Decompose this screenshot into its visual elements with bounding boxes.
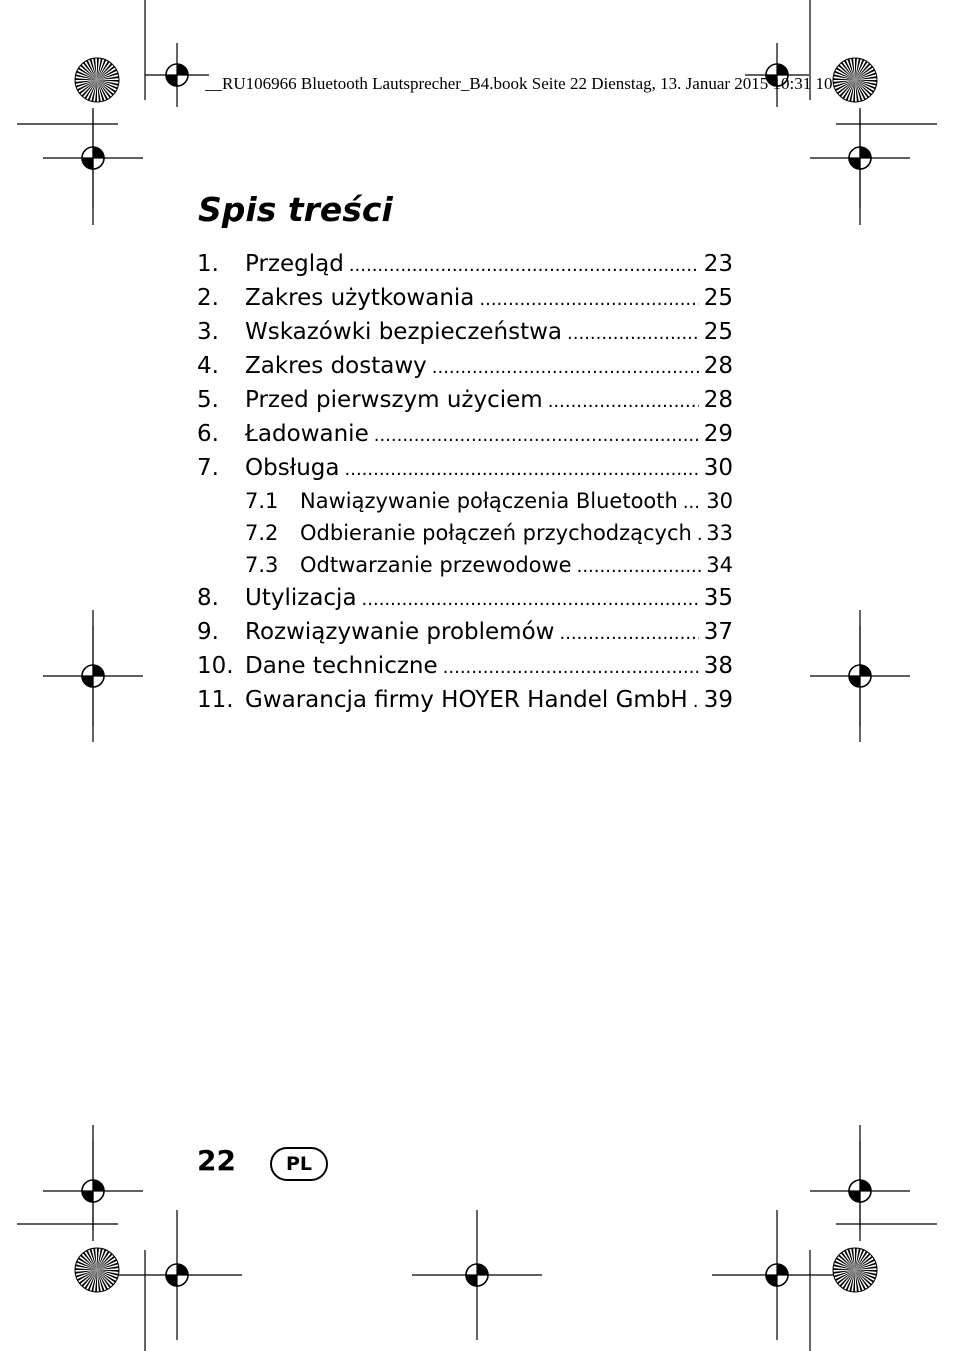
target-quadrant bbox=[777, 1264, 788, 1275]
toc-label: Wskazówki bezpieczeństwa bbox=[245, 319, 563, 345]
toc-number: 4. bbox=[197, 353, 219, 379]
toc-entry bbox=[197, 316, 733, 350]
target-quadrant bbox=[166, 75, 177, 86]
toc-entry bbox=[197, 384, 733, 418]
toc-page: 35 bbox=[703, 585, 733, 611]
toc-label: Dane techniczne bbox=[245, 653, 438, 679]
toc-label: Odtwarzanie przewodowe bbox=[300, 553, 572, 577]
toc-leader bbox=[479, 283, 698, 316]
toc-leader bbox=[697, 519, 701, 550]
toc-leader bbox=[443, 651, 699, 684]
toc-label: Zakres użytkowania bbox=[245, 285, 475, 311]
page-title: Spis treści bbox=[198, 190, 393, 229]
target-quadrant bbox=[477, 1264, 488, 1275]
target-quadrant bbox=[766, 1275, 777, 1286]
target-quadrant bbox=[93, 665, 104, 676]
toc-number: 11. bbox=[197, 687, 234, 713]
toc-page: 38 bbox=[703, 653, 733, 679]
toc-leader bbox=[577, 551, 702, 582]
toc-number: 10. bbox=[197, 653, 234, 679]
toc-leader bbox=[567, 317, 699, 350]
target-quadrant bbox=[849, 158, 860, 169]
target-quadrant bbox=[466, 1275, 477, 1286]
toc-page: 28 bbox=[703, 387, 733, 413]
toc-entry bbox=[197, 248, 733, 282]
toc-number: 1. bbox=[197, 251, 219, 277]
target-quadrant bbox=[849, 1191, 860, 1202]
toc-number: 5. bbox=[197, 387, 219, 413]
toc-leader bbox=[374, 419, 699, 452]
target-quadrant bbox=[82, 158, 93, 169]
table-of-contents bbox=[197, 248, 733, 718]
toc-label: Ładowanie bbox=[245, 421, 369, 447]
language-badge: PL bbox=[270, 1147, 328, 1181]
toc-label: Rozwiązywanie problemów bbox=[245, 619, 555, 645]
toc-number: 2. bbox=[197, 285, 219, 311]
toc-leader bbox=[362, 583, 699, 616]
toc-label: Przegląd bbox=[245, 251, 344, 277]
toc-entry bbox=[197, 418, 733, 452]
target-quadrant bbox=[849, 676, 860, 687]
toc-page: 25 bbox=[703, 285, 733, 311]
toc-entry bbox=[197, 350, 733, 384]
toc-page: 30 bbox=[703, 455, 733, 481]
toc-entry bbox=[197, 582, 733, 616]
toc-number: 9. bbox=[197, 619, 219, 645]
toc-label: Zakres dostawy bbox=[245, 353, 427, 379]
toc-number: 7. bbox=[197, 455, 219, 481]
toc-leader bbox=[683, 487, 701, 518]
page-number: 22 bbox=[197, 1144, 236, 1177]
toc-number: 7.2 bbox=[245, 521, 279, 545]
toc-label: Przed pierwszym użyciem bbox=[245, 387, 543, 413]
toc-label: Obsługa bbox=[245, 455, 340, 481]
toc-page: 29 bbox=[703, 421, 733, 447]
toc-page: 37 bbox=[703, 619, 733, 645]
toc-number: 3. bbox=[197, 319, 219, 345]
toc-entry bbox=[197, 650, 733, 684]
toc-page: 39 bbox=[703, 687, 733, 713]
toc-entry bbox=[197, 282, 733, 316]
toc-leader bbox=[559, 617, 698, 650]
target-quadrant bbox=[82, 676, 93, 687]
toc-subentry bbox=[197, 486, 733, 518]
target-quadrant bbox=[177, 64, 188, 75]
toc-label: Nawiązywanie połączenia Bluetooth bbox=[300, 489, 678, 513]
target-quadrant bbox=[93, 1180, 104, 1191]
toc-entry bbox=[197, 616, 733, 650]
toc-subentry bbox=[197, 550, 733, 582]
toc-subentry bbox=[197, 518, 733, 550]
toc-number: 7.1 bbox=[245, 489, 279, 513]
toc-leader bbox=[548, 385, 699, 418]
toc-leader bbox=[345, 453, 699, 486]
print-slug: __RU106966 Bluetooth Lautsprecher_B4.book Seite 22 Dienstag, 13. Januar 2015 10:31 10 bbox=[205, 74, 833, 93]
toc-leader bbox=[693, 685, 699, 718]
target-quadrant bbox=[82, 1191, 93, 1202]
target-quadrant bbox=[860, 147, 871, 158]
toc-leader bbox=[349, 249, 699, 282]
toc-number: 7.3 bbox=[245, 553, 279, 577]
toc-page: 34 bbox=[706, 553, 733, 577]
target-quadrant bbox=[166, 1275, 177, 1286]
toc-label: Gwarancja firmy HOYER Handel GmbH bbox=[245, 687, 688, 713]
toc-page: 23 bbox=[703, 251, 733, 277]
toc-entry bbox=[197, 684, 733, 718]
toc-page: 25 bbox=[703, 319, 733, 345]
toc-number: 6. bbox=[197, 421, 219, 447]
toc-page: 33 bbox=[706, 521, 733, 545]
target-quadrant bbox=[860, 665, 871, 676]
target-quadrant bbox=[93, 147, 104, 158]
target-quadrant bbox=[177, 1264, 188, 1275]
toc-label: Odbieranie połączeń przychodzących bbox=[300, 521, 692, 545]
toc-entry bbox=[197, 452, 733, 486]
toc-leader bbox=[432, 351, 699, 384]
toc-page: 30 bbox=[706, 489, 733, 513]
toc-label: Utylizacja bbox=[245, 585, 357, 611]
target-quadrant bbox=[860, 1180, 871, 1191]
toc-number: 8. bbox=[197, 585, 219, 611]
toc-page: 28 bbox=[703, 353, 733, 379]
